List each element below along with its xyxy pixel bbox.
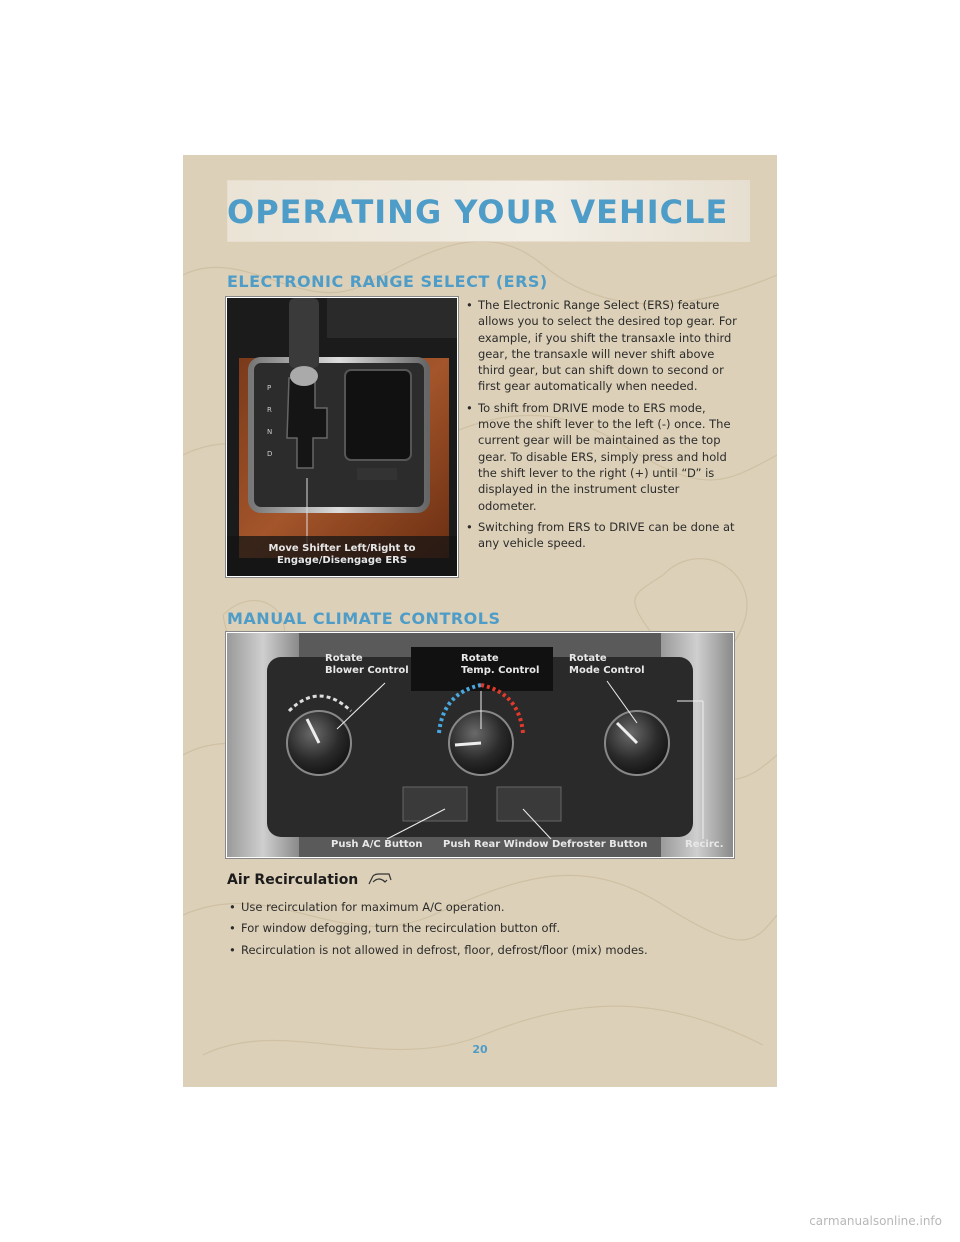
ers-shifter-photo [226, 297, 458, 577]
recirculation-bullet-list [227, 899, 747, 963]
page-title: OPERATING YOUR VEHICLE [227, 193, 729, 231]
recirculation-icon [367, 872, 393, 888]
ers-photo-caption [227, 543, 457, 567]
recirc-label: Recirc. [685, 839, 724, 850]
recirculation-bullet: • Use recirculation for maximum A/C operation. [227, 899, 747, 915]
ers-caption-line2: Engage/Disengage ERS [276, 555, 408, 566]
mode-control-label: Rotate Mode Control [569, 653, 645, 676]
shifter-label-d: D [267, 450, 273, 458]
gear-shifter-illustration [227, 298, 457, 576]
ers-heading: ELECTRONIC RANGE SELECT (ERS) [227, 272, 548, 291]
page-number: 20 [472, 1043, 488, 1056]
defrost-button-label: Push Rear Window Defroster Button [443, 839, 648, 850]
shifter-label-p: P [267, 384, 272, 392]
recirculation-bullet: • Recirculation is not allowed in defrost, floor, defrost/floor (mix) modes. [227, 942, 747, 958]
manual-page [183, 155, 777, 1087]
shifter-label-n: N [267, 428, 273, 436]
temp-control-label: Rotate Temp. Control [461, 653, 540, 676]
ers-bullet: • Switching from ERS to DRIVE can be done at any vehicle speed. [464, 519, 738, 552]
climate-controls-photo [226, 632, 734, 858]
watermark: carmanualsonline.info [809, 1214, 942, 1228]
ac-button-label: Push A/C Button [331, 839, 423, 850]
blower-control-label: Rotate Blower Control [325, 653, 409, 676]
shifter-label-r: R [267, 406, 272, 414]
ac-button[interactable] [403, 787, 467, 821]
air-recirculation-heading: Air Recirculation [227, 872, 393, 888]
ers-caption-line1: Move Shifter Left/Right to [268, 543, 416, 554]
ers-bullet: • To shift from DRIVE mode to ERS mode, move the shift lever to the left (-) once. The current gear will be maintained as the top gear. To disable ERS, simply press and hold the shift lever to the right (+) until “D” is displayed in the instrument cluster odometer. [464, 400, 738, 514]
recirculation-bullet: • For window defogging, turn the recirculation button off. [227, 920, 747, 936]
ers-bullet-list [464, 297, 738, 556]
climate-heading: MANUAL CLIMATE CONTROLS [227, 609, 501, 628]
ers-bullet: • The Electronic Range Select (ERS) feature allows you to select the desired top gear. For example, if you shift the transaxle into third gear, the transaxle will never shift above third gear, but can shift down to second or first gear automatically when needed. [464, 297, 738, 395]
